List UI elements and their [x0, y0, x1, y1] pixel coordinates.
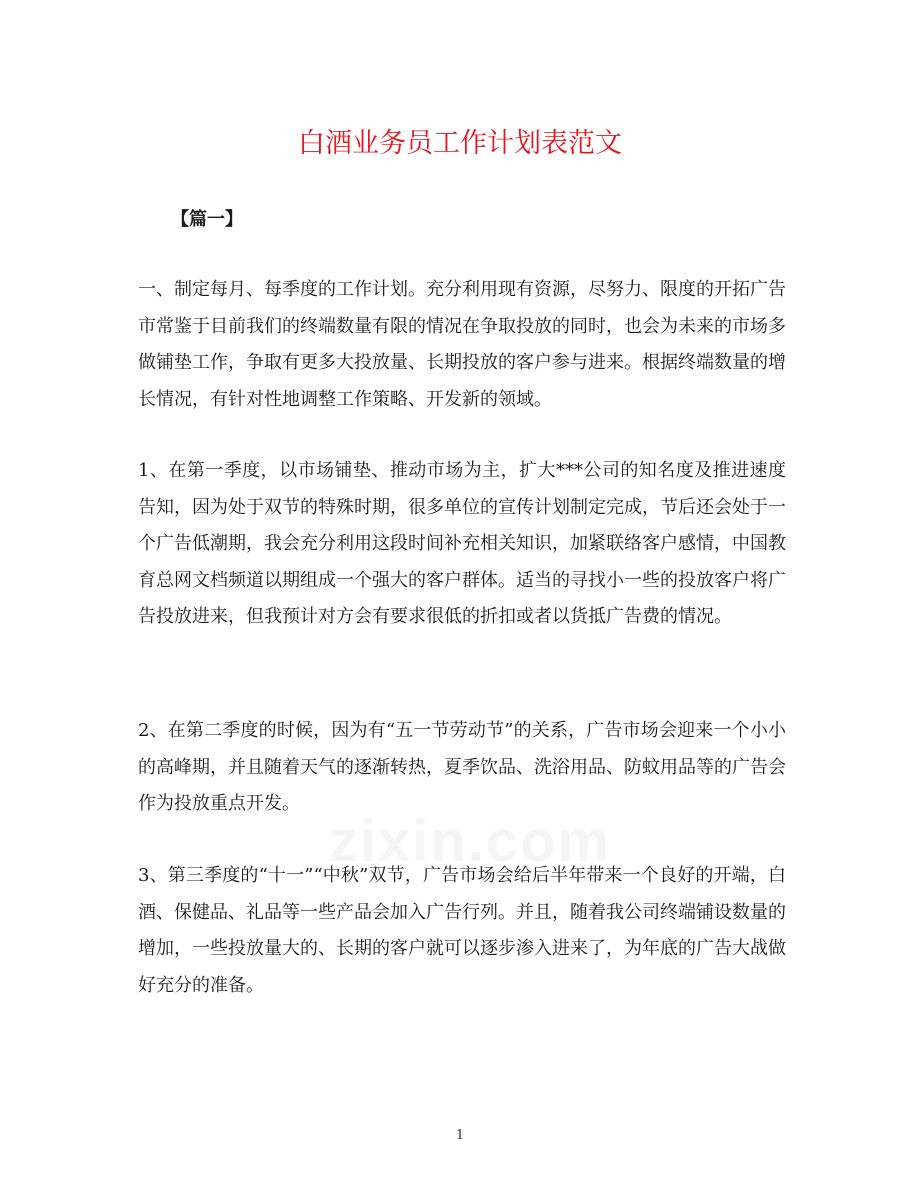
paragraph-4: 3、第三季度的“十一”“中秋”双节，广告市场会给后半年带来一个良好的开端，白酒、保健品、礼品等一些产品会加入广告行列。并且，随着我公司终端铺设数量的增加，一些投放量大的、长期的客户就可以逐步渗入进来了，为年底的广告大战做好充分的准备。: [138, 865, 786, 996]
section-label: 【篇一】: [171, 209, 243, 230]
page-number: 1: [455, 1128, 465, 1143]
paragraph-2: 1、在第一季度，以市场铺垫、推动市场为主，扩大***公司的知名度及推进速度告知，因为处于双节的特殊时期，很多单位的宣传计划制定完成，节后还会处于一个广告低潮期，我会充分利用这段时间补充相关知识，加紧联络客户感情，中国教育总网文档频道以期组成一个强大的客户群体。适当的寻找小一些的投放客户将广告投放进来，但我预计对方会有要求很低的折扣或者以货抵广告费的情况。: [138, 460, 786, 627]
paragraph-1: 一、制定每月、每季度的工作计划。充分利用现有资源，尽努力、限度的开拓广告市常鉴于目前我们的终端数量有限的情况在争取投放的同时，也会为未来的市场多做铺垫工作，争取有更多大投放量、长期投放的客户参与进来。根据终端数量的增长情况，有针对性地调整工作策略、开发新的领域。: [138, 279, 786, 410]
paragraph-3: 2、在第二季度的时候，因为有“五一节劳动节”的关系，广告市场会迎来一个小小的高峰期，并且随着天气的逐渐转热，夏季饮品、洗浴用品、防蚊用品等的广告会作为投放重点开发。: [138, 720, 786, 814]
watermark: zixin.com: [328, 809, 612, 874]
document-title: 白酒业务员工作计划表范文: [298, 128, 622, 159]
